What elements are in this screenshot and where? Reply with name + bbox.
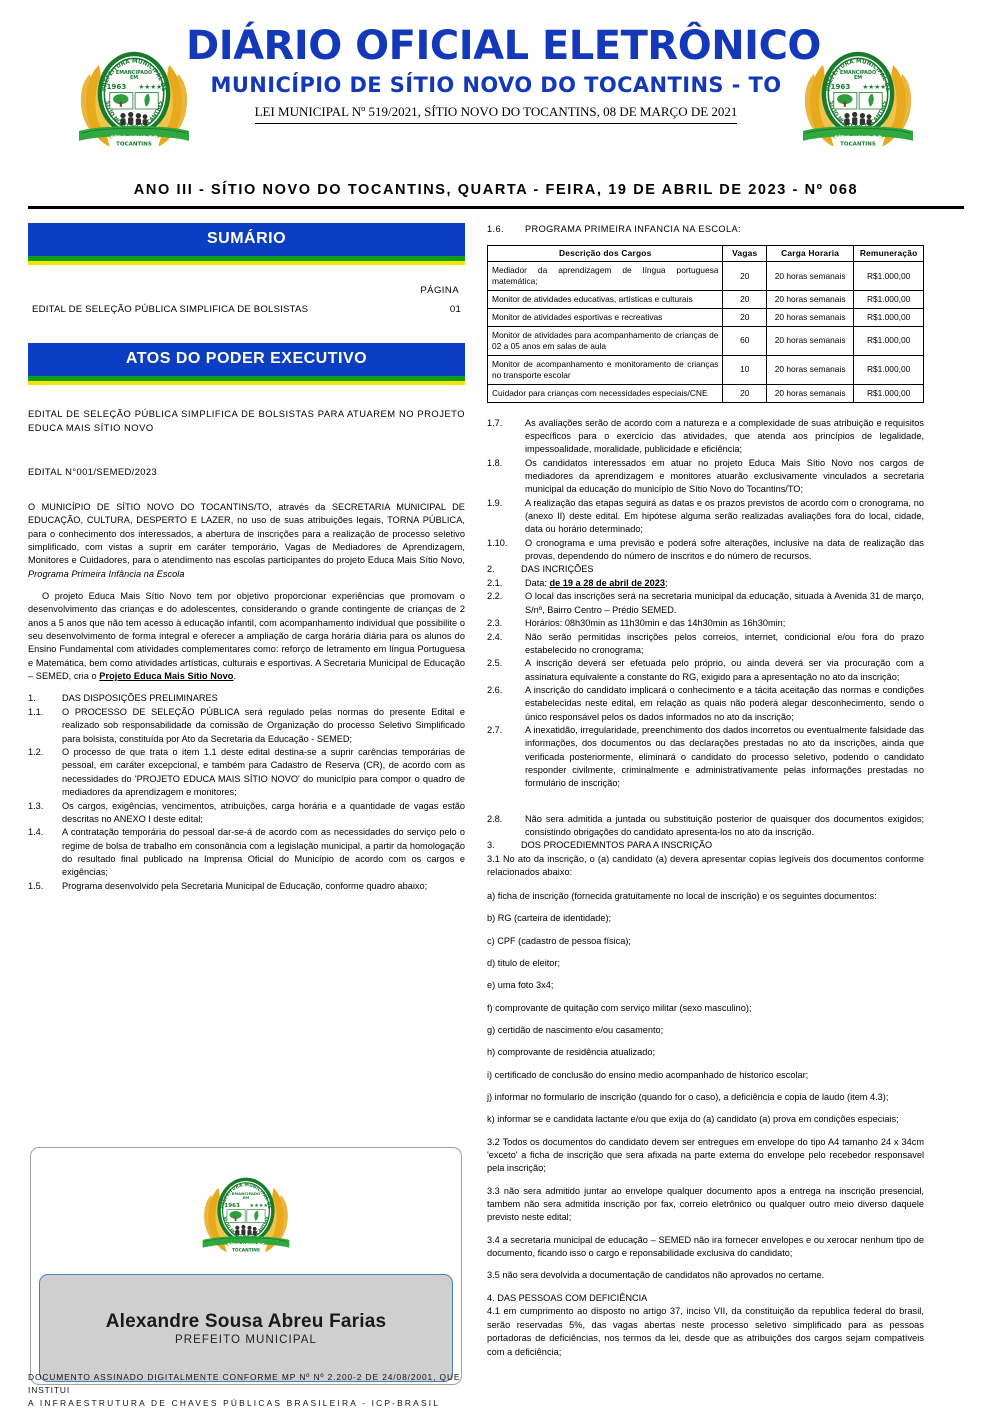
- cell-carga: 20 horas semanais: [767, 262, 854, 291]
- doc-letter-f: f) comprovante de quitação com serviço militar (sexo masculino);: [487, 1002, 752, 1013]
- item-2-1: [487, 577, 924, 590]
- item-1-10-text: O cronograma e uma previsão e poderá sofre alterações, inclusive na data de realização das provas, dependendo do número de inscritos e do número de recursos.: [525, 537, 924, 561]
- item-1-4: [28, 826, 465, 879]
- item-2-2-number: 2.2.: [487, 591, 503, 602]
- crest-left-icon: [68, 32, 200, 164]
- sumario-entry[interactable]: [32, 304, 461, 315]
- doc-letter-b: b) RG (carteira de identidade);: [487, 913, 612, 924]
- edital-title: EDITAL DE SELEÇÃO PÚBLICA SIMPLIFICA DE BOLSISTAS PARA ATUAREM NO PROJETO EDUCA MAIS SÍTIO NOVO: [28, 408, 465, 434]
- item-1-7-text: As avaliações serão de acordo com a natureza e a complexidade de suas atribuição e requisitos específicos para o exercício das atividades, que atenda aos princípios de legalidade, impessoalidade, moralidade, publicidade e eficiência;: [525, 417, 924, 455]
- item-2-8-number: 2.8.: [487, 813, 503, 824]
- preamble-conn-1: , através da: [269, 501, 332, 512]
- item-2-6: [487, 684, 924, 724]
- doc-letter-h: h) comprovante de residência atualizado;: [487, 1047, 656, 1058]
- signature-crest-icon: [194, 1162, 298, 1266]
- th-remuneracao: Remuneração: [854, 246, 924, 262]
- left-column: [28, 223, 465, 1393]
- item-2-7: [487, 724, 924, 791]
- preamble-secretariat: SECRETARIA MUNICIPAL DE EDUCAÇÃO, CULTURA, DESPERTO E LAZER: [28, 501, 465, 526]
- th-carga-horaria: Carga Horaria: [767, 246, 854, 262]
- doc-letter-e: e) uma foto 3x4;: [487, 980, 554, 991]
- item-2-7-text: A inexatidão, irregularidade, preenchimento dos dados incorretos ou eventualmente falsidade das informações, dos documentos ou das declarações prestadas no ato da inscrições, ainda que verificada posteriormente, eliminará o candidato do processo seletivo, podendo o candidato responder civilmente, criminalmente e administrativamente pelas informações prestadas no formulário de inscrição;: [525, 724, 924, 789]
- signature-card: [30, 1147, 462, 1385]
- section-2-heading: [487, 563, 924, 577]
- section-3-number: 3.: [487, 840, 495, 851]
- item-2-8: [487, 813, 924, 840]
- item-2-5-text: A inscrição deverá ser efetuada pelo próprio, ou ainda deverá ser via procuração com a assinatura equivalente a constante do RG, exigido para a apresentação no ato da inscrição;: [525, 658, 924, 682]
- cargos-table: [487, 245, 924, 402]
- masthead-divider: [28, 206, 964, 209]
- item-1-3: [28, 800, 465, 827]
- th-vagas: Vagas: [723, 246, 767, 262]
- item-2-4: [487, 631, 924, 658]
- item-3-3-number: 3.3: [487, 1185, 500, 1196]
- item-3-1: 3.1 No ato da inscrição, o (a) candidato (a) devera apresentar copias legíveis dos documentos conforme relacionados abaixo:: [487, 854, 924, 878]
- item-1-2-number: 1.2.: [28, 747, 44, 758]
- cell-vagas: 10: [723, 355, 767, 384]
- cell-remuneracao: R$1.000,00: [854, 355, 924, 384]
- item-2-4-number: 2.4.: [487, 631, 503, 642]
- cell-vagas: 60: [723, 326, 767, 355]
- preamble-municipality: O MUNICÍPIO DE SÍTIO NOVO DO TOCANTINS/TO: [28, 501, 270, 512]
- preamble-paragraph-1: [28, 501, 465, 581]
- cell-vagas: 20: [723, 384, 767, 402]
- section-3-title: DOS PROCEDIEMNTOS PARA A INSCRIÇÃO: [521, 840, 713, 851]
- cell-remuneracao: R$1.000,00: [854, 326, 924, 355]
- item-2-8-text: Não sera admitida a juntada ou substituição posterior de quaisquer dos documentos exigidos; consistindo obrigações do candidato apresenta-los no ato da inscrição.: [525, 813, 924, 837]
- item-1-3-number: 1.3.: [28, 800, 44, 811]
- item-2-3: [487, 617, 924, 630]
- cell-remuneracao: R$1.000,00: [854, 384, 924, 402]
- item-1-7: [487, 417, 924, 457]
- preamble-2-tail: .: [233, 670, 237, 681]
- item-1-6: [487, 223, 924, 236]
- item-2-3-number: 2.3.: [487, 618, 503, 629]
- preamble-conn-2: , no uso de suas atribuições legais,: [230, 515, 388, 526]
- cell-cargo: Monitor de atividades esportivas e recreativas: [488, 309, 723, 327]
- atos-banner-label: ATOS DO PODER EXECUTIVO: [28, 343, 465, 376]
- right-column: [487, 223, 924, 1393]
- item-1-5-text: Programa desenvolvido pela Secretaria Municipal de Educação, conforme quadro abaixo;: [62, 880, 428, 891]
- banner-yellow-stripe-2: [28, 381, 465, 385]
- digital-signature-footer: [28, 1371, 468, 1409]
- doc-letter-a: a) ficha de inscrição (fornecida gratuitamente no local de inscrição) e os seguintes documentos:: [487, 890, 877, 901]
- cell-cargo: Monitor de atividades para acompanhamento de crianças de 02 a 05 anos em salas de aula: [488, 326, 723, 355]
- table-row: [488, 355, 924, 384]
- section-2-title: DAS INCRIÇÕES: [521, 564, 594, 575]
- item-3-2-number: 3.2: [487, 1136, 500, 1147]
- table-row: [488, 291, 924, 309]
- item-1-8: [487, 457, 924, 497]
- item-3-5-number: 3.5: [487, 1270, 500, 1281]
- cell-vagas: 20: [723, 262, 767, 291]
- item-3-5: [487, 1269, 924, 1282]
- doc-letter-i: i) certificado de conclusão do ensino medio acompanhado de historico escolar;: [487, 1069, 809, 1080]
- item-1-10: [487, 537, 924, 564]
- item-2-4-text: Não serão permitidas inscrições pelos correios, internet, condicional e/ou fora do prazo estabelecido no cronograma;: [525, 631, 924, 655]
- item-1-1-number: 1.1.: [28, 707, 44, 718]
- gazette-law-line: LEI MUNICIPAL Nº 519/2021, SÍTIO NOVO DO TOCANTINS, 08 DE MARÇO DE 2021: [255, 104, 738, 124]
- section-4-heading: [487, 1292, 924, 1306]
- doc-letter-d: d) titulo de eleitor;: [487, 957, 561, 968]
- item-2-5: [487, 657, 924, 684]
- item-2-5-number: 2.5.: [487, 658, 503, 669]
- item-4-1: [487, 1305, 924, 1358]
- gazette-subtitle: MUNICÍPIO DE SÍTIO NOVO DO TOCANTINS - TO: [210, 72, 782, 97]
- project-link[interactable]: Projeto Educa Mais Sítio Novo: [99, 670, 234, 681]
- item-2-6-number: 2.6.: [487, 684, 503, 695]
- item-2-2: [487, 590, 924, 617]
- item-1-1: [28, 706, 465, 746]
- cell-carga: 20 horas semanais: [767, 355, 854, 384]
- gazette-title: DIÁRIO OFICIAL ELETRÔNICO: [186, 23, 821, 69]
- th-descricao: Descrição dos Cargos: [488, 246, 723, 262]
- item-1-5: [28, 880, 465, 893]
- cell-cargo: Mediador da aprendizagem de língua portuguesa matemática;: [488, 262, 723, 291]
- left-body: [28, 407, 465, 893]
- item-2-6-text: A inscrição do candidato implicará o conhecimento e a tácita aceitação das normas e condições estabelecidas neste edital, em relação as quais não poderá alegar desconhecimento, sendo o único responsável pelos os dados informados no ato da inscrição;: [525, 684, 924, 722]
- preamble-conn-3: , para o conhecimento dos interessados, a abertura de inscrições para a realização de processo seletivo simplificado, com vistas a suprir em caráter temporário, Vagas de Mediadores de Aprendizagem, Monitores e Cuidadores, para o atendimento nas escolas participantes do projeto Educa Mais Sítio Novo,: [28, 515, 465, 566]
- item-3-4: [487, 1234, 924, 1261]
- item-1-4-text: A contratação temporária do pessoal dar-se-á de acordo com as necessidades do serviço pelo o regime de bolsa de trabalho em consonância com a legislação municipal, a partir da homologação do resultado final publicado na Imprensa Oficial do Município de acordo com os cargos e exigências;: [62, 827, 465, 878]
- item-3-4-text: a secretaria municipal de educação – SEMED não ira fornecer envelopes e ou xerocar nenhum tipo de documento, ficando isso o cargo e reponsabilidade exclusiva do candidato;: [487, 1234, 924, 1258]
- item-1-3-text: Os cargos, exigências, vencimentos, atribuições, carga horária e a quantidade de vagas estão descritas no ANEXO I deste edital;: [62, 800, 465, 824]
- item-1-2: [28, 746, 465, 799]
- gazette-issue-line: ANO III - SÍTIO NOVO DO TOCANTINS, QUARTA - FEIRA, 19 DE ABRIL DE 2023 - Nº 068: [133, 182, 859, 198]
- item-2-3-text: Horários: 08h30min as 11h30min e das 14h30min as 16h30min;: [525, 618, 786, 629]
- item-1-8-text: Os candidatos interessados em atuar no projeto Educa Mais Sítio Novo nos cargos de mediadores da aprendizagem e monitores atuarão exclusivamente vinculados a secretaria municipal da educação do município de Sítio Novo do Tocantins/TO;: [525, 457, 924, 495]
- section-3-heading: [487, 839, 924, 853]
- edital-number: EDITAL N°001/SEMED/2023: [28, 466, 158, 478]
- cell-cargo: Monitor de atividades educativas, artísticas e culturais: [488, 291, 723, 309]
- item-1-5-number: 1.5.: [28, 880, 44, 891]
- crest-right-icon: [792, 32, 924, 164]
- section-4-title: 4. DAS PESSOAS COM DEFICIÊNCIA: [487, 1292, 648, 1303]
- item-2-7-number: 2.7.: [487, 724, 503, 735]
- item-1-9-text: A realização das etapas seguirá as datas e os prazos previstos de acordo com o cronograma, no (anexo II) deste edital. Em hipótese alguma serão realizadas avaliações fora do local, cidade, data ou horário determinado;: [525, 497, 924, 535]
- preamble-torna-publica: TORNA PÚBLICA: [387, 515, 463, 526]
- item-3-3: [487, 1185, 924, 1225]
- sumario-entry-page: 01: [449, 304, 461, 315]
- signature-box: [39, 1274, 453, 1382]
- item-1-9-number: 1.9.: [487, 497, 503, 508]
- cell-vagas: 20: [723, 291, 767, 309]
- item-1-6-number: 1.6.: [487, 224, 504, 234]
- signatory-role: PREFEITO MUNICIPAL: [174, 1333, 318, 1346]
- item-2-2-text: O local das inscrições será na secretaria municipal da educação, situada à Avenida 31 de março, S/nº, Bairro Centro – Prédio SEMED.: [525, 591, 924, 615]
- doc-letter-k: k) informar se e candidata lactante e/ou que exija do (a) candidato (a) prova em condições especiais;: [487, 1114, 899, 1125]
- item-2-1-label: Data:: [525, 578, 550, 589]
- preamble-program-name: Programa Primeira Infância na Escola: [28, 568, 185, 579]
- item-1-1-rest: será regulado pelas normas do presente Edital e realizado sob responsabilidade da comissão de Organização do processo Seletivo Simplificado para bolsista, constituída por Ato da Secretaria da Educação - SEMED;: [62, 707, 465, 744]
- inscription-dates: de 19 a 28 de abril de 2023: [549, 578, 665, 589]
- section-1-number: 1.: [28, 693, 36, 704]
- sumario-banner: [28, 223, 465, 265]
- section-1-heading: [28, 692, 465, 706]
- item-1-1-caps: O PROCESSO DE SELEÇÃO PÚBLICA: [62, 707, 240, 718]
- sumario-content: [28, 269, 465, 321]
- cell-vagas: 20: [723, 309, 767, 327]
- section-2-spacer: [487, 791, 924, 813]
- item-2-1-text: [525, 577, 924, 590]
- table-row: [488, 384, 924, 402]
- item-3-4-number: 3.4: [487, 1234, 500, 1245]
- section-1-title: DAS DISPOSIÇÕES PRELIMINARES: [62, 693, 218, 704]
- columns: [28, 223, 964, 1393]
- footer-line-1: DOCUMENTO ASSINADO DIGITALMENTE CONFORME MP Nº Nº 2.200-2 DE 24/08/2001, QUE INSTITUI: [28, 1372, 461, 1396]
- cell-cargo: Cuidador para crianças com necessidades especiais/CNE: [488, 384, 723, 402]
- cell-remuneracao: R$1.000,00: [854, 262, 924, 291]
- item-1-6-text: PROGRAMA PRIMEIRA INFANCIA NA ESCOLA:: [525, 224, 741, 234]
- sumario-page-header: PÁGINA: [420, 285, 459, 296]
- item-1-9: [487, 497, 924, 537]
- item-1-1-text: [62, 706, 465, 746]
- table-row: [488, 309, 924, 327]
- item-3-2: [487, 1136, 924, 1176]
- item-3-2-text: Todos os documentos do candidato devem ser entregues em envelope do tipo A4 tamanho 24 x 34cm 'exceto' a ficha de inscrição que sera afixada na parte externa do envelope pelo recebedor responsavel pela inscrição;: [487, 1136, 924, 1174]
- sumario-banner-label: SUMÁRIO: [28, 223, 465, 256]
- table-row: [488, 326, 924, 355]
- cell-carga: 20 horas semanais: [767, 326, 854, 355]
- banner-yellow-stripe: [28, 261, 465, 265]
- preamble-paragraph-2: [28, 590, 465, 683]
- cell-remuneracao: R$1.000,00: [854, 291, 924, 309]
- cell-carga: 20 horas semanais: [767, 384, 854, 402]
- cell-carga: 20 horas semanais: [767, 309, 854, 327]
- cell-carga: 20 horas semanais: [767, 291, 854, 309]
- cell-cargo: Monitor de acompanhamento e monitoramento de crianças no transporte escolar: [488, 355, 723, 384]
- signatory-name: Alexandre Sousa Abreu Farias: [105, 1310, 387, 1332]
- table-row: [488, 262, 924, 291]
- cell-remuneracao: R$1.000,00: [854, 309, 924, 327]
- footer-line-2: A INFRAESTRUTURA DE CHAVES PÚBLICAS BRASILEIRA - ICP-BRASIL: [28, 1398, 441, 1409]
- doc-letter-c: c) CPF (cadastro de pessoa física);: [487, 935, 631, 946]
- item-3-5-text: não sera devolvida a documentação de candidatos não aprovados no certame.: [502, 1270, 825, 1281]
- sumario-entry-title: EDITAL DE SELEÇÃO PÚBLICA SIMPLIFICA DE BOLSISTAS: [32, 304, 309, 315]
- item-1-2-text: O processo de que trata o item 1.1 deste edital destina-se a suprir carências temporárias de pessoal, em caráter excepcional, e também para Cadastro de Reserva (CR), de acordo com as necessidades do 'PROJETO EDUCA MAIS SÍTIO NOVO' do município para compor o quadro de mediadores da aprendizagem e monitores;: [62, 747, 465, 798]
- doc-letter-j: j) informar no formulario de inscrição (quando for o caso), a deficiência e copia de laudo (item 4.3);: [487, 1091, 889, 1102]
- item-3-3-text: não sera admitido juntar ao envelope qualquer documento apos a entrega na inscrição presencial, tambem não sera admitida inscrição por fax, correio eletrônico ou qualquer outro meio diverso daquele previsto neste edital;: [487, 1185, 924, 1223]
- masthead: [28, 14, 964, 172]
- item-1-8-number: 1.8.: [487, 457, 503, 468]
- item-1-4-number: 1.4.: [28, 827, 44, 838]
- atos-banner: [28, 343, 465, 385]
- table-header-row: [488, 246, 924, 262]
- section-2-number: 2.: [487, 564, 495, 575]
- item-1-10-number: 1.10.: [487, 537, 508, 548]
- preamble-2-text: O projeto Educa Mais Sítio Novo tem por objetivo proporcionar experiências que promovam o desenvolvimento das crianças e do adolescentes, considerando o grande contingente de crianças de 2 anos a 5 anos que não tem acesso à educação infantil, com acompanhamento individual que possibilite o seu desenvolvimento de forma integral e oferecer a ampliação de carga horária diária para os alunos do Ensino Fundamental com atividades complementares como: reforço de letramento em língua Portuguesa e Matemática, bem como atividades artísticas, culturais e esportivas. A Secretaria Municipal de Educação – SEMED, cria o: [28, 590, 465, 681]
- item-1-7-number: 1.7.: [487, 417, 503, 428]
- doc-letter-g: g) certidão de nascimento e/ou casamento;: [487, 1024, 664, 1035]
- item-4-1-text: em cumprimento ao disposto no artigo 37, inciso VII, da constituição da republica federal do brasil, serão reservadas 5%, das vagas abertas neste processo seletivo simplificado para as pessoas portadoras de deficiências, nos termos da lei, desde que as atribuições dos cargos sejam compatíveis com a deficiência;: [487, 1306, 924, 1357]
- item-2-1-number: 2.1.: [487, 578, 503, 589]
- item-2-1-tail: ;: [664, 578, 668, 589]
- item-4-1-number: 4.1: [487, 1306, 500, 1317]
- masthead-center: [186, 14, 821, 124]
